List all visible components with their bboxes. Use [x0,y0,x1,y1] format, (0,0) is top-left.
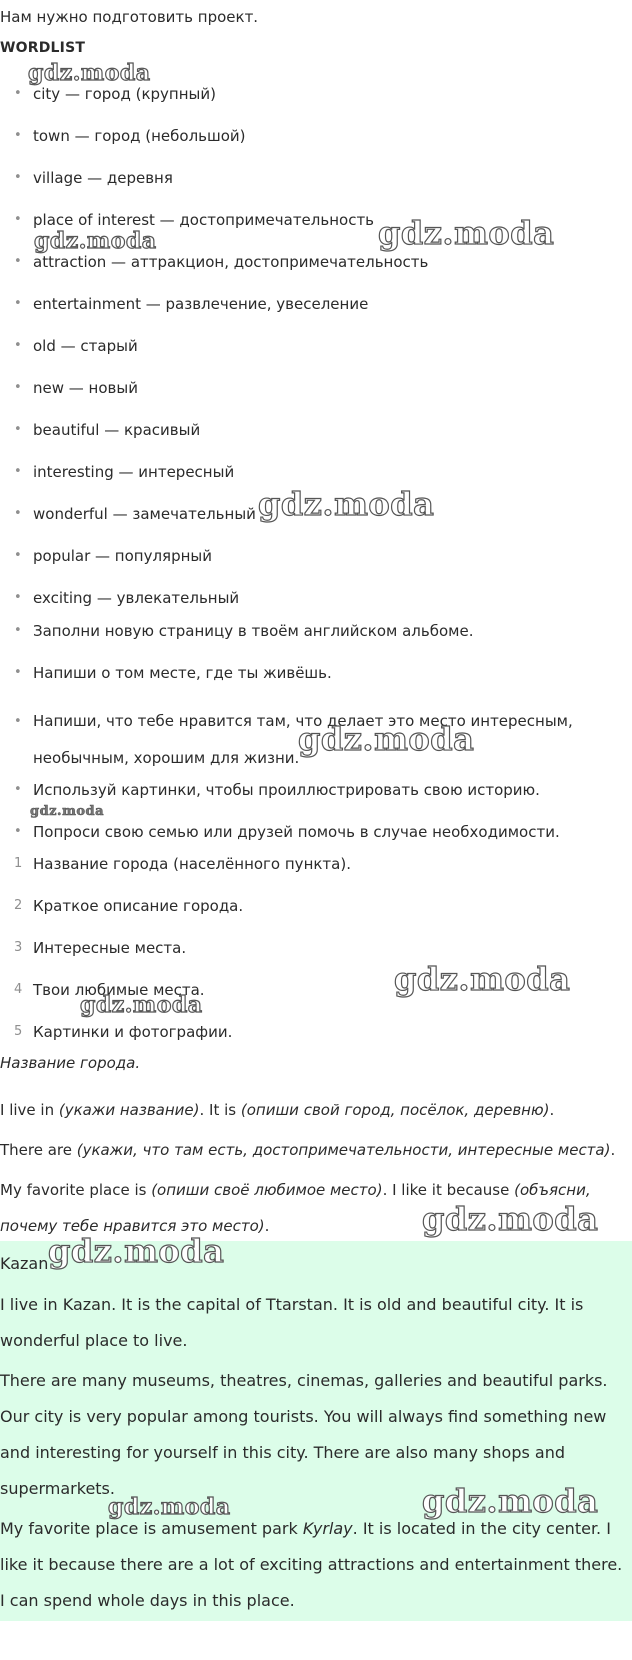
wordlist-heading: WORDLIST [0,40,86,56]
template-line-3: My favorite place is (опиши своё любимое место). I like it because (объясни, почему тебе нравится это место). [0,1181,591,1235]
steps-list [0,852,632,1062]
step-item: Твои любимые места. [33,981,205,999]
watermark-logo: gdz.moda [258,485,435,523]
task-item: • Напиши о том месте, где ты живёшь. [0,661,632,703]
wordlist-item: • attraction — аттракцион, достопримечательность [0,250,632,292]
step-item: Интересные места. [33,939,187,957]
wordlist-item: • entertainment — развлечение, увеселение [0,292,632,334]
wordlist-item: • interesting — интересный [0,460,632,502]
wordlist-item: • popular — популярный [0,544,632,586]
template-section [0,1052,632,1244]
watermark-logo: gdz.moda [378,214,555,252]
intro-text: Нам нужно подготовить проект. [0,8,259,26]
template-line-1: I live in (укажи название). It is (опиши свой город, посёлок, деревню). [0,1101,555,1119]
wordlist-item: • wonderful — замечательный [0,502,632,544]
wordlist-item: • exciting — увлекательный [0,586,632,619]
wordlist-item: • village — деревня [0,166,632,208]
template-line-2: There are (укажи, что там есть, достопримечательности, интересные места). [0,1141,616,1159]
watermark-logo: gdz.moda [30,804,105,819]
answer-paragraph: There are many museums, theatres, cinemas, galleries and beautiful parks. Our city is very popular among tourists. You will always find something new and interesting for yourself in this city. There are also many shops and supermarkets. [0,1371,608,1498]
watermark-logo: gdz.moda [108,1494,231,1520]
answer-paragraph: My favorite place is amusement park Kyrlay. It is located in the city center. I like it because there are a lot of exciting attractions and entertainment there. I can spend whole days in this place. [0,1519,623,1610]
step-item: Название города (населённого пункта). [33,855,351,873]
answer-paragraph: I live in Kazan. It is the capital of Ttarstan. It is old and beautiful city. It is wonderful place to live. [0,1295,584,1350]
wordlist [0,82,632,862]
wordlist-item: • beautiful — красивый [0,418,632,460]
step-item: Картинки и фотографии. [33,1023,233,1041]
watermark-logo: gdz.moda [80,992,203,1018]
wordlist-item: • town — город (небольшой) [0,124,632,166]
wordlist-item: • new — новый [0,376,632,418]
template-title: Название города. [0,1054,141,1072]
task-item: • Попроси свою семью или друзей помочь в случае необходимости. [0,820,632,862]
answer-title: Kazan [0,1254,49,1273]
watermark-logo: gdz.moda [28,60,151,86]
watermark-logo: gdz.moda [298,720,475,758]
task-item: • Используй картинки, чтобы проиллюстрировать свою историю. [0,778,632,820]
watermark-logo: gdz.moda [34,228,157,254]
watermark-logo: gdz.moda [422,1200,599,1238]
step-item: Краткое описание города. [33,897,244,915]
watermark-logo: gdz.moda [48,1232,225,1270]
wordlist-item: • city — город (крупный) [0,82,632,124]
watermark-logo: gdz.moda [394,960,571,998]
watermark-logo: gdz.moda [422,1482,599,1520]
task-item: • Заполни новую страницу в твоём английском альбоме. [0,619,632,661]
task-item: • Напиши, что тебе нравится там, что делает это место интересным, необычным, хорошим для жизни. [0,703,632,778]
wordlist-item: • place of interest — достопримечательность [0,208,632,250]
answer-box [0,1241,632,1621]
wordlist-item: • old — старый [0,334,632,376]
